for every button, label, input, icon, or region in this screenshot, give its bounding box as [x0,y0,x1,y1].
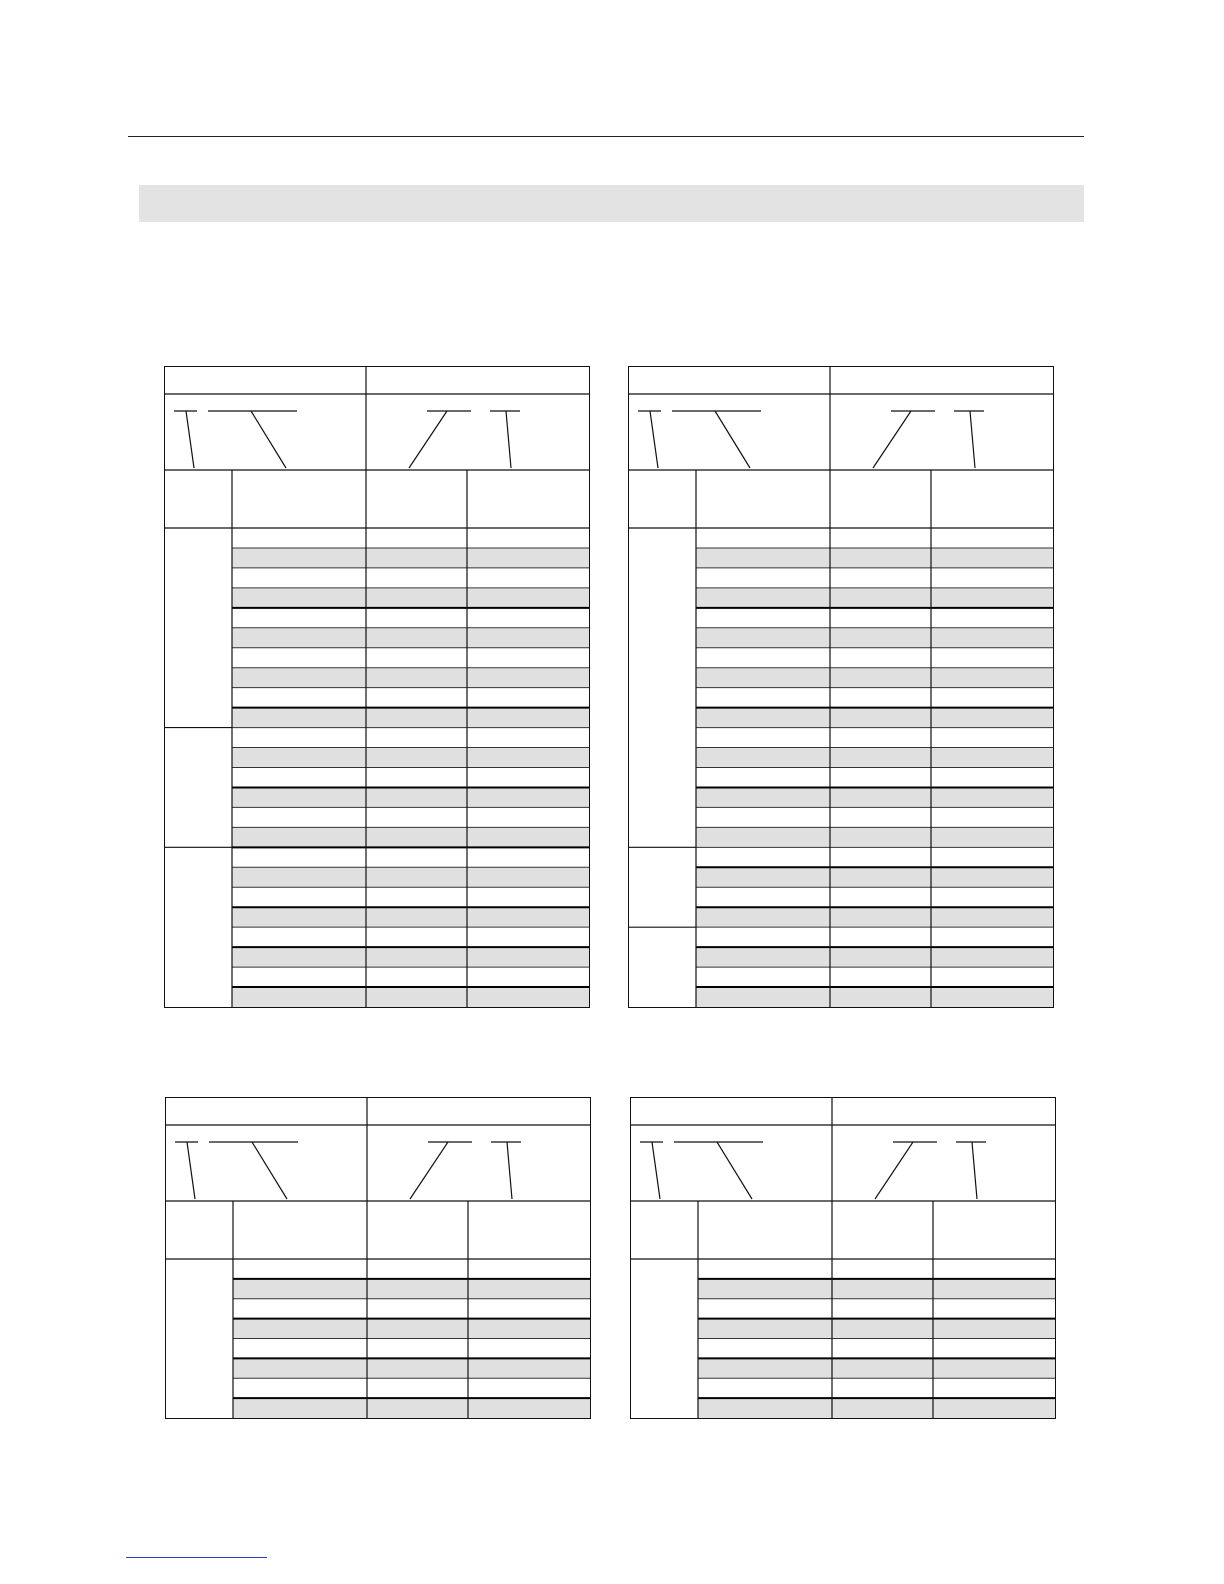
table-row [232,648,589,668]
table-row [232,827,589,847]
table-row [698,1259,1055,1279]
table-row [233,1378,590,1398]
table-row [233,1299,590,1319]
table-row [696,947,1053,967]
table-row [232,768,589,788]
table-row [698,1378,1055,1398]
table-row [698,1319,1055,1339]
table-row [696,568,1053,588]
table-row [696,768,1053,788]
table-row [232,728,589,748]
table-row [232,668,589,688]
table-row [232,887,589,907]
table-row [696,927,1053,947]
code-table-bottom-left [165,1097,591,1419]
table-row [232,688,589,708]
table-row [232,907,589,927]
table-row [696,887,1053,907]
table-row [696,907,1053,927]
footer-link-underline[interactable] [126,1557,267,1558]
table-row [696,548,1053,568]
table-row [233,1319,590,1339]
table-row [696,867,1053,887]
code-table-top-right [628,366,1054,1008]
section-title-band [139,185,1084,222]
table-row [232,867,589,887]
table-row [696,628,1053,648]
table-row [232,608,589,628]
table-bottom-right-grid [631,1098,1055,1418]
table-row [696,807,1053,827]
table-row [696,708,1053,728]
table-row [696,648,1053,668]
table-row [698,1339,1055,1359]
table-row [232,967,589,987]
table-row [698,1398,1055,1418]
table-row [696,987,1053,1007]
table-row [232,987,589,1007]
table-row [232,628,589,648]
table-row [696,748,1053,768]
table-row [696,827,1053,847]
table-row [698,1279,1055,1299]
table-row [233,1339,590,1359]
table-row [232,927,589,947]
table-top-right-grid [629,367,1053,1007]
table-row [232,748,589,768]
code-pointer-diagram [640,1142,986,1199]
table-row [232,548,589,568]
table-row [696,588,1053,608]
table-row [233,1259,590,1279]
table-bottom-left-grid [166,1098,590,1418]
table-row [696,847,1053,867]
table-row [696,728,1053,748]
header-rule [128,136,1084,137]
code-pointer-diagram [175,1142,521,1199]
table-row [698,1358,1055,1378]
code-table-bottom-right [630,1097,1056,1419]
code-pointer-diagram [638,411,984,468]
table-row [232,807,589,827]
table-row [698,1299,1055,1319]
table-row [232,708,589,728]
table-row [232,947,589,967]
table-row [696,668,1053,688]
table-row [232,588,589,608]
table-row [232,787,589,807]
table-row [232,568,589,588]
table-row [696,608,1053,628]
table-row [696,688,1053,708]
table-row [696,967,1053,987]
table-row [696,528,1053,548]
table-row [696,787,1053,807]
table-row [233,1398,590,1418]
table-row [232,847,589,867]
code-table-top-left [164,366,590,1008]
table-row [233,1279,590,1299]
table-top-left-grid [165,367,589,1007]
code-pointer-diagram [174,411,520,468]
table-row [232,528,589,548]
table-row [233,1358,590,1378]
